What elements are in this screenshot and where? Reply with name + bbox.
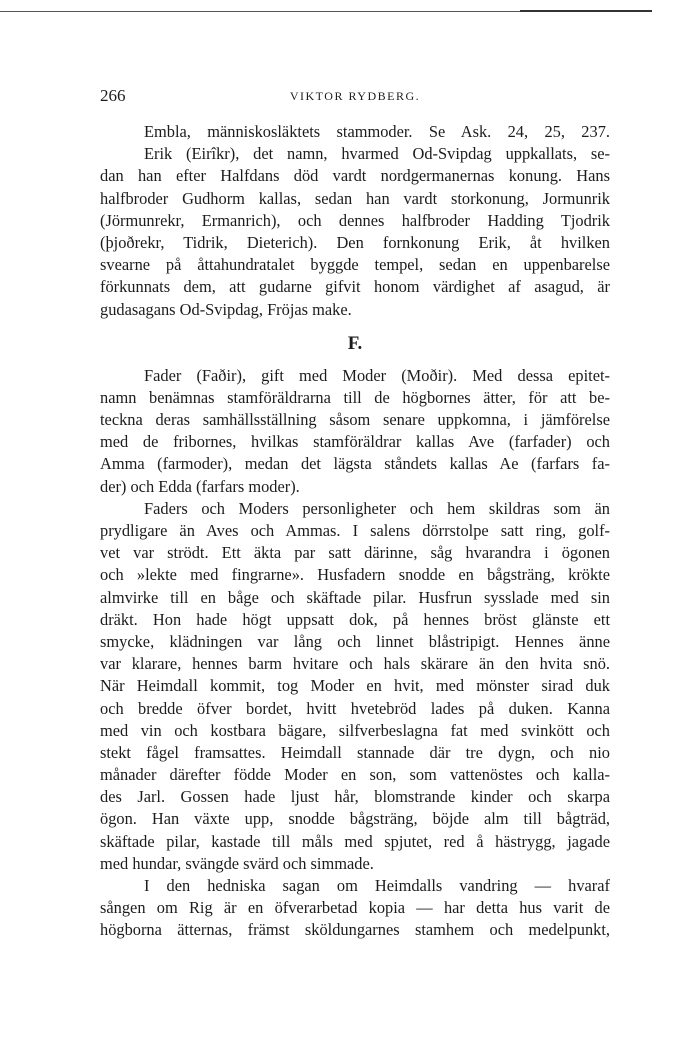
running-title: VIKTOR RYDBERG. — [289, 89, 421, 103]
text-line: och »lekte med fingrarne». Husfadern snodde en bågsträng, krökte — [100, 565, 610, 585]
text-line: dan han efter Halfdans död vardt nordgermanernas konung. Hans — [100, 166, 610, 186]
text-line: der) och Edda (farfars moder). — [100, 476, 300, 496]
text-line: (Jörmunrekr, Ermanrich), och dennes halfbroder Hadding Tjodrik — [100, 210, 610, 230]
body-text — [100, 121, 610, 942]
text-line: högborna ätternas, främst sköldungarnes stamhem och medelpunkt, — [100, 920, 610, 940]
text-line: med hundar, svängde svärd och simmade. — [100, 853, 374, 873]
text-line: Fader (Faðir), gift med Moder (Moðir). Med dessa epitet- — [144, 365, 610, 385]
text-line: Amma (farmoder), medan det lägsta ståndets kallas Ae (farfars fa- — [100, 454, 610, 474]
text-line: och bredde öfver bordet, hvitt hvetebröd lades på duken. Kanna — [100, 698, 610, 718]
text-line: med de fribornes, hvilkas stamföräldrar kallas Ave (farfader) och — [100, 432, 610, 452]
text-line: Embla, människosläktets stammoder. Se Ask. 24, 25, 237. — [144, 122, 610, 141]
text-line: Erik (Eirîkr), det namn, hvarmed Od-Svipdag uppkallats, se- — [144, 144, 610, 164]
text-line: smycke, klädningen var lång och linnet blåstripigt. Hennes änne — [100, 631, 610, 651]
text-line: sången om Rig är en öfverarbetad kopia — har detta hus varit de — [100, 898, 610, 918]
text-line: almvirke till en båge och skäftade pilar. Husfrun sysslade med sin — [100, 587, 610, 607]
top-rule-heavy-segment — [520, 10, 652, 12]
text-line: des Jarl. Gossen hade ljust hår, blomstrande kinder och skarpa — [100, 787, 610, 807]
text-line: namn benämnas stamföräldrarna till de högbornes ätter, för att be- — [100, 387, 610, 407]
text-line: teckna deras samhällsställning såsom senare uppkomna, i jämförelse — [100, 410, 610, 430]
text-line: förkunnats dem, att gudarne gifvit honom värdighet af asagud, är — [100, 277, 610, 297]
text-line: stekt fågel framsattes. Heimdall stannade där tre dygn, och nio — [100, 742, 610, 762]
text-line: svearne på åttahundratalet byggde tempel, sedan en uppenbarelse — [100, 255, 610, 275]
text-line: halfbroder Gudhorm kallas, sedan han vardt storkonung, Jormunrik — [100, 188, 610, 208]
text-line: vet var strödt. Ett äkta par satt därinne, såg hvarandra i ögonen — [100, 543, 610, 563]
text-line: månader därefter födde Moder en son, som vattenöstes och kalla- — [100, 765, 610, 785]
text-line: I den hedniska sagan om Heimdalls vandring — hvaraf — [144, 876, 610, 895]
text-line: När Heimdall kommit, tog Moder en hvit, med mönster sirad duk — [100, 676, 610, 696]
text-line: ögon. Han växte upp, snodde bågsträng, böjde alm till bågträd, — [100, 809, 610, 829]
text-line: prydligare än Aves och Ammas. I salens dörrstolpe satt ring, golf- — [100, 521, 610, 540]
text-line: var klarare, hennes barm hvitare och hals skärare än den hvita snö. — [100, 654, 610, 674]
text-line: skäftade pilar, kastade till måls med spjutet, red å hästrygg, jagade — [100, 831, 610, 851]
section-heading: F. — [347, 332, 363, 354]
text-line: med vin och kostbara bägare, silfverbeslagna fat med svinkött och — [100, 720, 610, 740]
text-line: (þjoðrekr, Tidrik, Dieterich). Den fornkonung Erik, åt hvilken — [100, 232, 610, 252]
page-number: 266 — [100, 86, 126, 105]
text-line: gudasagans Od-Svipdag, Fröjas make. — [100, 299, 352, 319]
page-header — [100, 86, 610, 108]
text-line: Faders och Moders personligheter och hem skildras som än — [144, 498, 610, 518]
text-line: dräkt. Hon hade högt uppsatt dok, på hennes bröst glänste ett — [100, 609, 610, 629]
